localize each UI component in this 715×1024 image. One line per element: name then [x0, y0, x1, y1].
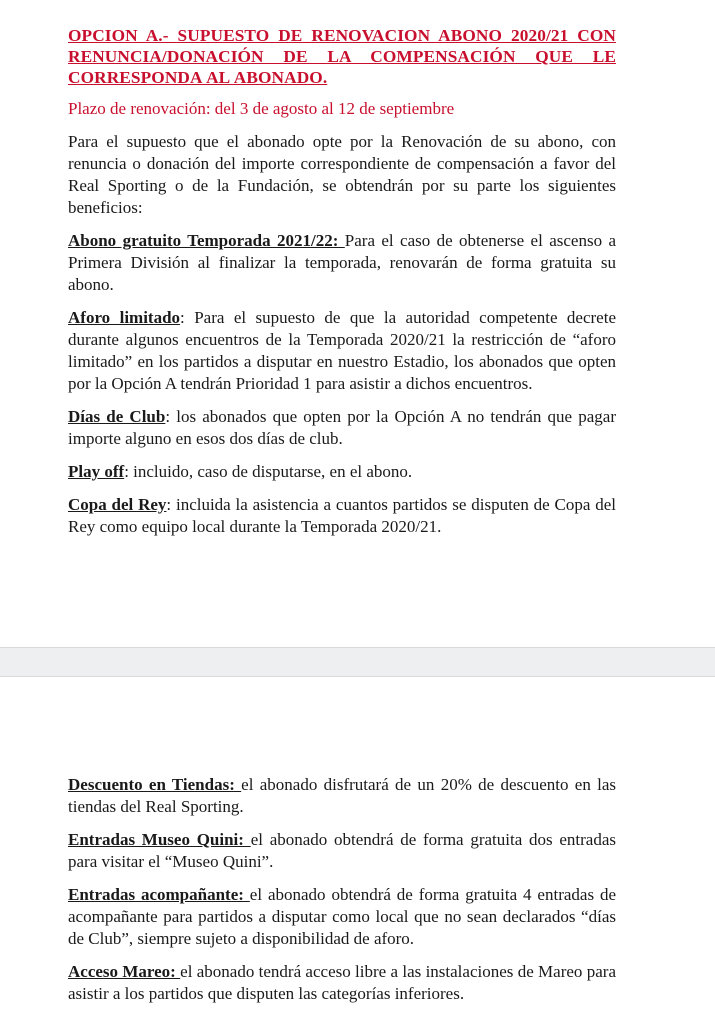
- benefit-text: el abonado obtendrá de forma gratuita 4 entradas de acompañante para partidos a disputar como local que no sean declarados “días de Club”, siempre sujeto a disponibilidad de aforo.: [68, 885, 616, 948]
- benefit-text: Para el caso de obtenerse el ascenso a Primera División al finalizar la temporada, renovarán de forma gratuita su abono.: [68, 231, 617, 294]
- benefit-term: Descuento en Tiendas:: [68, 775, 242, 794]
- benefit-term: Copa del Rey: [68, 495, 167, 514]
- benefit-text: : incluida la asistencia a cuantos partidos se disputen de Copa del Rey como equipo local durante la Temporada 2020/21.: [68, 495, 616, 536]
- benefit-term: Acceso Mareo:: [68, 962, 181, 981]
- benefit-term: Entradas acompañante:: [68, 885, 250, 904]
- benefit-copa-del-rey: [68, 494, 616, 538]
- renewal-period: Plazo de renovación: del 3 de agosto al 12 de septiembre: [68, 99, 455, 118]
- benefit-text: el abonado disfrutará de un 20% de descuento en las tiendas del Real Sporting.: [68, 775, 616, 816]
- page-2-content: [68, 774, 616, 1005]
- benefit-text: el abonado tendrá acceso libre a las instalaciones de Mareo para asistir a los partidos que disputen las categorías inferiores.: [68, 962, 616, 1003]
- benefit-term: Entradas Museo Quini:: [68, 830, 251, 849]
- benefit-text: : los abonados que opten por la Opción A no tendrán que pagar importe alguno en esos dos días de club.: [68, 407, 617, 448]
- document-page-2: [0, 677, 715, 1024]
- benefit-store-discount: [68, 774, 616, 818]
- benefit-mareo-access: [68, 961, 616, 1005]
- benefit-limited-capacity: [68, 307, 616, 395]
- intro-paragraph: Para el supuesto que el abonado opte por la Renovación de su abono, con renuncia o donación del importe correspondiente de compensación a favor del Real Sporting o de la Fundación, se obtendrán por su parte los siguientes beneficios:: [68, 132, 616, 217]
- benefit-text: : incluido, caso de disputarse, en el abono.: [124, 462, 413, 481]
- page-separator: [0, 647, 715, 677]
- benefit-term: Abono gratuito Temporada 2021/22:: [68, 231, 345, 250]
- benefit-text: el abonado obtendrá de forma gratuita dos entradas para visitar el “Museo Quini”.: [68, 830, 616, 871]
- page-1-content: [68, 25, 616, 538]
- benefit-term: Días de Club: [68, 407, 166, 426]
- benefit-companion-tickets: [68, 884, 616, 950]
- benefit-club-days: [68, 406, 616, 450]
- benefit-term: Play off: [68, 462, 125, 481]
- option-a-title: OPCION A.- SUPUESTO DE RENOVACION ABONO 2020/21 CON RENUNCIA/DONACIÓN DE LA COMPENSACIÓN QUE LE CORRESPONDA AL ABONADO.: [68, 26, 616, 87]
- benefit-text: : Para el supuesto de que la autoridad competente decrete durante algunos encuentros de la Temporada 2020/21 la restricción de “aforo limitado” en los partidos a disputar en nuestro Estadio, los abonados que opten por la Opción A tendrán Prioridad 1 para asistir a dichos encuentros.: [68, 308, 616, 393]
- benefit-term: Aforo limitado: [68, 308, 181, 327]
- benefit-museum-tickets: [68, 829, 616, 873]
- benefit-play-off: [68, 461, 616, 483]
- benefit-free-season-pass: [68, 230, 616, 296]
